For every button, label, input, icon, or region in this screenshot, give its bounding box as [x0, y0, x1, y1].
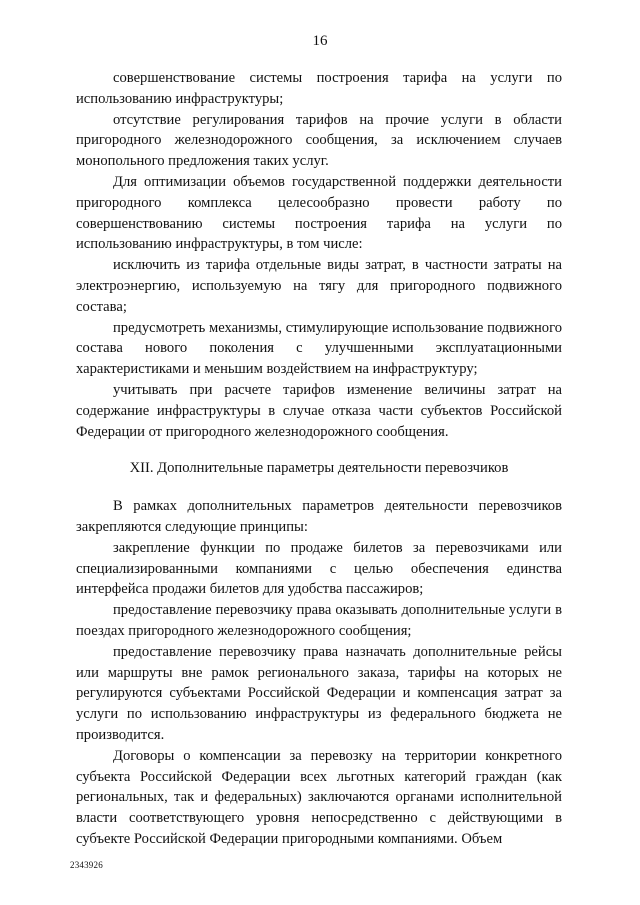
- paragraph: предоставление перевозчику права оказывать дополнительные услуги в поездах пригородного железнодорожного сообщения;: [76, 602, 562, 639]
- paragraph: закрепление функции по продаже билетов за перевозчиками или специализированными компаниями с целью обеспечения единства интерфейса продажи билетов для удобства пассажиров;: [76, 539, 562, 598]
- paragraph: Договоры о компенсации за перевозку на территории конкретного субъекта Российской Федерации всех льготных категорий граждан (как региональных, так и федеральных) заключаются органами исполнительной власти соответствующего уровня непосредственно с действующими в субъекте Российской Федерации пригородными компаниями. Объем: [76, 747, 562, 847]
- page-number: 16: [312, 33, 328, 49]
- paragraph: исключить из тарифа отдельные виды затрат, в частности затраты на электроэнергию, используемую на тягу для пригородного подвижного состава;: [76, 257, 562, 315]
- paragraph: учитывать при расчете тарифов изменение величины затрат на содержание инфраструктуры в случае отказа части субъектов Российской Федерации от пригородного железнодорожного сообщения.: [76, 381, 562, 440]
- section-heading: XII. Дополнительные параметры деятельности перевозчиков: [129, 460, 509, 477]
- paragraph: предоставление перевозчику права назначать дополнительные рейсы или маршруты вне рамок регионального заказа, тарифы на которых не регулируются субъектами Российской Федерации и компенсация затрат за услуги по использованию инфраструктуры из федерального бюджета не производится.: [76, 643, 562, 743]
- paragraph: В рамках дополнительных параметров деятельности перевозчиков закрепляются следующие принципы:: [76, 498, 562, 535]
- paragraph: совершенствование системы построения тарифа на услуги по использованию инфраструктуры;: [76, 70, 562, 107]
- document-code: 2343926: [70, 860, 103, 870]
- document-body: [76, 68, 562, 850]
- paragraph: предусмотреть механизмы, стимулирующие использование подвижного состава нового поколения с улучшенными эксплуатационными характеристиками и меньшим воздействием на инфраструктуру;: [76, 319, 562, 378]
- paragraph: Для оптимизации объемов государственной поддержки деятельности пригородного комплекса целесообразно провести работу по совершенствованию системы построения тарифа на услуги по использованию инфраструктуры, в том числе:: [76, 173, 562, 253]
- paragraph: отсутствие регулирования тарифов на прочие услуги в области пригородного железнодорожного сообщения, за исключением случаев монопольного предложения таких услуг.: [76, 111, 562, 170]
